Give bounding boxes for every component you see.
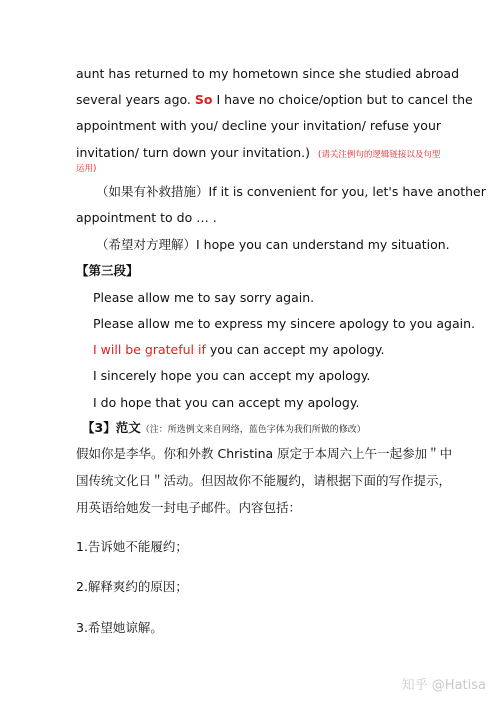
hope-text: I hope you can understand my situation. bbox=[196, 237, 450, 252]
sample-note-blue: 蓝色字体 bbox=[248, 425, 285, 435]
para1-line1: aunt has returned to my hometown since she studied abroad bbox=[76, 66, 460, 81]
remedy-text: If it is convenient for you, let's have another bbox=[208, 184, 486, 199]
apology-line-4: I sincerely hope you can accept my apology. bbox=[93, 368, 371, 383]
prompt-line-3: 用英语给她发一封电子邮件。内容包括： bbox=[76, 500, 302, 515]
remedy-label: （如果有补救措施） bbox=[96, 184, 209, 199]
so-connector: So bbox=[194, 92, 213, 107]
sample-note-post: 为我们所做的修改） bbox=[284, 425, 366, 435]
sample-heading: 【3】范文 bbox=[82, 420, 141, 435]
apology-line-1: Please allow me to say sorry again. bbox=[93, 290, 315, 305]
content-item-1: 1.告诉她不能履约； bbox=[76, 539, 188, 554]
remedy-line bbox=[96, 183, 486, 201]
section3-title: 【第三段】 bbox=[76, 263, 139, 278]
grateful-rest: you can accept my apology. bbox=[205, 342, 385, 357]
para1-line2-pre: several years ago. bbox=[76, 92, 195, 107]
para1-line2-post: I have no choice/option but to cancel the bbox=[212, 92, 473, 107]
logic-note: (请关注例句的逻辑链接以及句型 bbox=[318, 150, 441, 160]
hope-label: （希望对方理解） bbox=[96, 237, 197, 252]
prompt-line-1: 假如你是李华。你和外教 Christina 原定于本周六上午一起参加＂中 bbox=[76, 446, 453, 461]
para1-line3: appointment with you/ decline your invitation/ refuse your bbox=[76, 118, 442, 133]
apology-line-2: Please allow me to express my sincere apology to you again. bbox=[93, 316, 476, 331]
logic-note-cont: 运用) bbox=[76, 164, 97, 174]
para1-line4 bbox=[76, 144, 440, 164]
content-item-3: 3.希望她谅解。 bbox=[76, 620, 163, 635]
hope-line bbox=[96, 236, 450, 254]
apology-line-5: I do hope that you can accept my apology. bbox=[93, 395, 360, 410]
remedy-line2: appointment to do … . bbox=[76, 210, 217, 225]
para1-line2 bbox=[76, 91, 473, 109]
para1-line4-text: invitation/ turn down your invitation.) bbox=[76, 145, 310, 160]
content-item-2: 2.解释爽约的原因； bbox=[76, 579, 188, 594]
sample-note-pre: （注：所选例文来自网络， bbox=[140, 425, 249, 435]
prompt-line-2: 国传统文化日＂活动。但因故你不能履约，请根据下面的写作提示， bbox=[76, 473, 452, 488]
zhihu-watermark: 知乎 @Hatisa bbox=[401, 678, 486, 693]
sample-heading-line bbox=[82, 419, 366, 439]
apology-line-3 bbox=[93, 341, 385, 359]
grateful-phrase: I will be grateful if bbox=[93, 342, 206, 357]
